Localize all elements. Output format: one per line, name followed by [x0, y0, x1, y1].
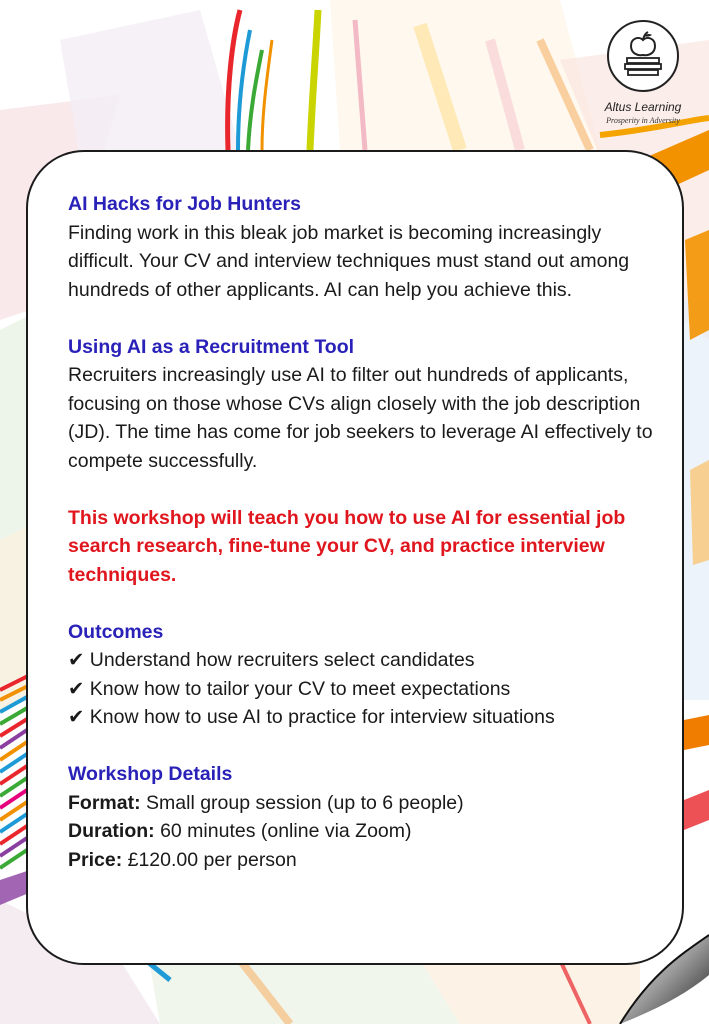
duration-value: 60 minutes (online via Zoom)	[154, 820, 412, 842]
details-heading: Workshop Details	[68, 763, 233, 785]
workshop-highlight: This workshop will teach you how to use AI for essential job search research, fine-tune your CV, and practice interview techniques.	[68, 506, 626, 586]
intro-body: Finding work in this bleak job market is becoming increasingly difficult. Your CV and interview techniques must stand out among hundreds of other applicants. AI can help you achieve this.	[68, 221, 630, 301]
detail-duration	[68, 817, 658, 846]
detail-format	[68, 789, 658, 818]
apple-on-books-icon	[617, 28, 669, 80]
logo	[588, 20, 698, 135]
logo-tagline: Prosperity in Adversity	[606, 116, 680, 125]
price-label: Price:	[68, 848, 123, 871]
intro-heading: AI Hacks for Job Hunters	[68, 193, 301, 215]
page-curl-icon	[600, 915, 709, 1024]
outcome-item: ✔ Know how to use AI to practice for interview situations	[68, 706, 555, 728]
logo-name: Altus Learning	[604, 100, 682, 114]
detail-price	[68, 846, 658, 875]
outcomes-heading: Outcomes	[68, 620, 164, 643]
format-label: Format:	[68, 791, 141, 814]
outcome-item: ✔ Know how to tailor your CV to meet expectations	[68, 677, 511, 700]
logo-emblem	[607, 20, 679, 92]
recruitment-body: Recruiters increasingly use AI to filter out hundreds of applicants, focusing on those whose CVs align closely with the job description (JD). The time has come for job seekers to leverage AI effectively to compete successfully.	[68, 364, 653, 472]
recruitment-heading: Using AI as a Recruitment Tool	[68, 335, 355, 358]
flyer-content	[68, 190, 658, 874]
format-value: Small group session (up to 6 people)	[140, 791, 464, 814]
outcome-item: ✔ Understand how recruiters select candidates	[68, 649, 475, 671]
price-value: £120.00 per person	[122, 848, 297, 871]
duration-label: Duration:	[68, 820, 155, 842]
